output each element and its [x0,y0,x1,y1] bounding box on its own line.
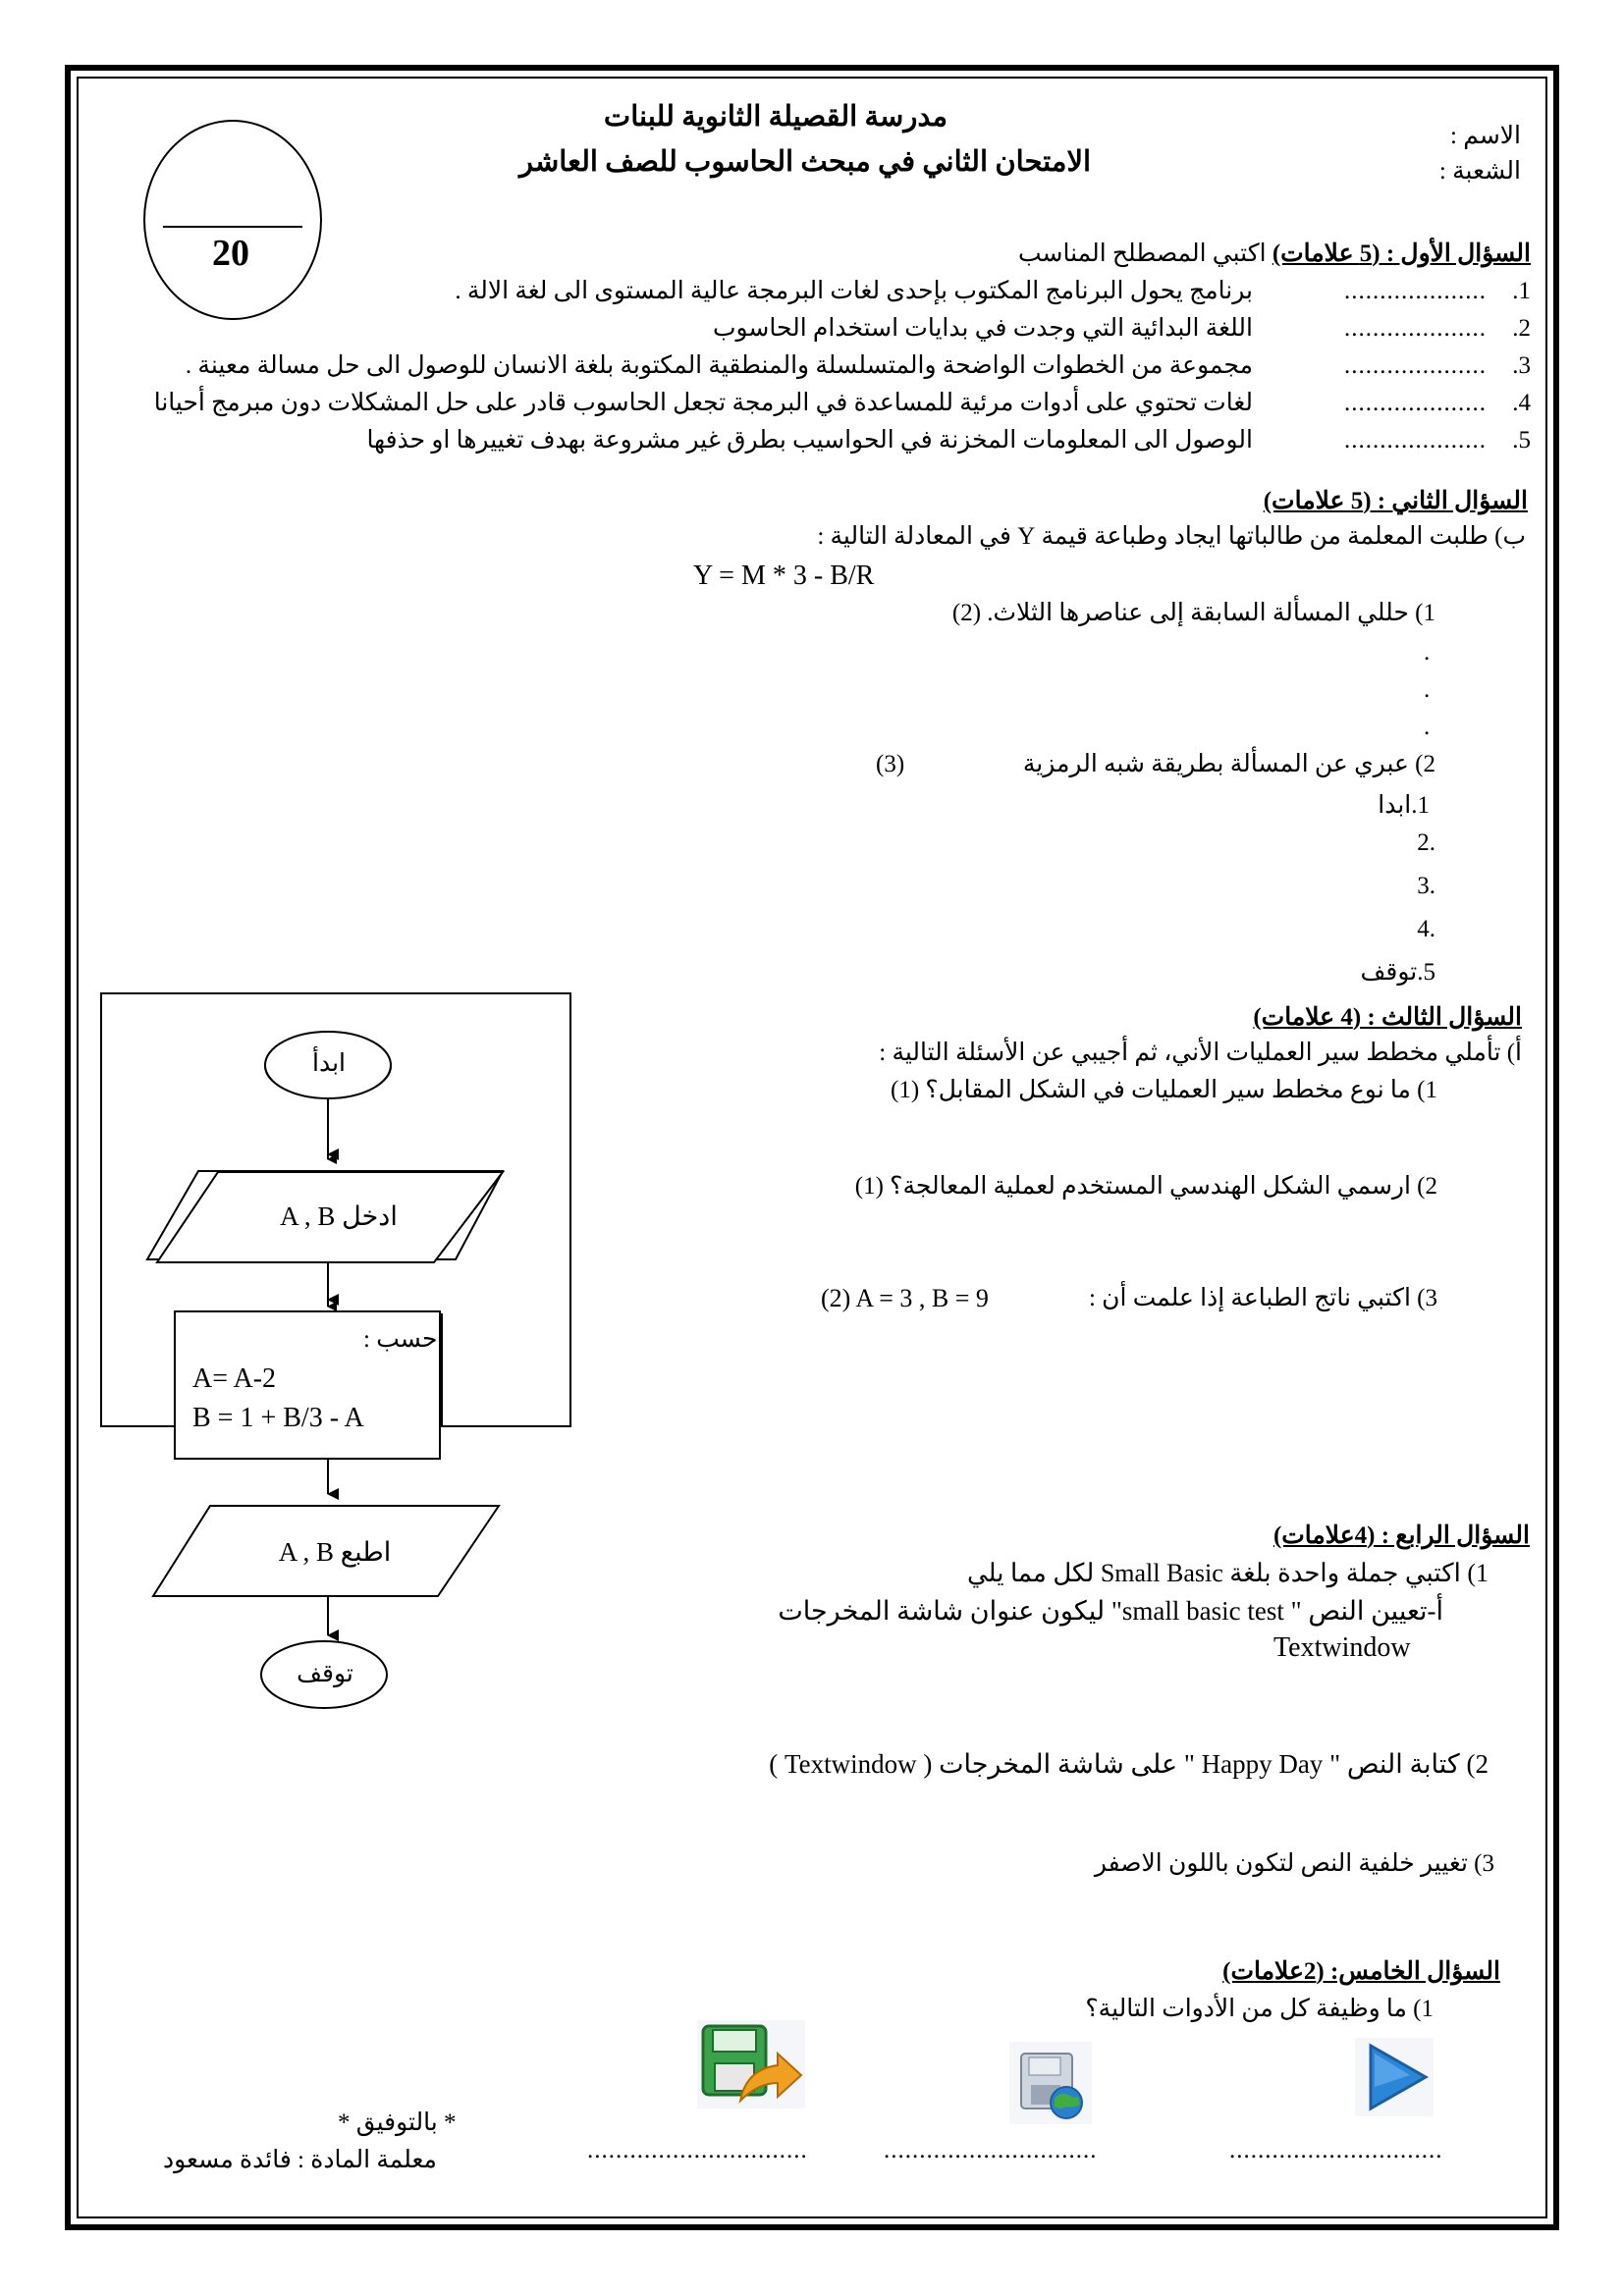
pseudo-step: 5.توقف [1360,959,1435,986]
q3-intro: أ) تأملي مخطط سير العمليات الأني، ثم أجيبي عن الأسئلة التالية : [879,1040,1522,1066]
q4-part2: 2) كتابة النص " Happy Day " على شاشة المخرجات ( Textwindow ) [769,1749,1489,1779]
answer-dot: . [1424,714,1431,740]
answer-blank: .............................. [884,2137,1098,2163]
q1-item-blank: .................... [1344,427,1487,454]
flowchart-process-line2: B = 1 + B/3 - A [192,1403,364,1433]
q5-part1: 1) ما وظيفة كل من الأدوات التالية؟ [1085,1996,1434,2022]
pseudo-step: .3 [1417,873,1435,899]
q1-item-text: لغات تحتوي على أدوات مرئية للمساعدة في البرمجة تجعل الحاسوب قادر على حل المشكلات دون مبرمج أحيانا [153,390,1253,416]
q3-part3-values: (2) A = 3 , B = 9 [821,1284,989,1312]
q4-title: السؤال الرابع : (4علامات) [1272,1522,1530,1549]
total-score: 20 [212,233,249,274]
play-run-icon [1355,2038,1434,2116]
q2-part1: 1) حللي المسألة السابقة إلى عناصرها الثلاث. (2) [951,600,1435,626]
q2-intro: ب) طلبت المعلمة من طالباتها ايجاد وطباعة قيمة Y في المعادلة التالية : [817,523,1526,550]
pseudo-step: 1.ابدا [1378,792,1430,819]
q1-item-blank: .................... [1344,390,1487,416]
q1-item-num: 3. [1512,352,1531,379]
flowchart-output-label: اطبع A , B [278,1537,392,1567]
q3-title: السؤال الثالث : (4 علامات) [1253,1004,1522,1031]
q2-part2-marks: (3) [876,751,905,777]
q1-item-num: 4. [1512,390,1531,416]
answer-dot: . [1424,676,1431,703]
q1-item-blank: .................... [1344,278,1487,304]
q2-title: السؤال الثاني : (5 علامات) [1263,488,1528,514]
q3-part2: 2) ارسمي الشكل الهندسي المستخدم لعملية المعالجة؟ (1) [854,1173,1437,1200]
pseudo-step: .4 [1417,916,1435,942]
save-as-icon [697,2020,805,2109]
q4-part1-a2: Textwindow [1273,1632,1411,1663]
q1-item-num: 1. [1512,278,1531,304]
q5-title: السؤال الخامس: (2علامات) [1222,1958,1500,1985]
q3-part3: 3) اكتبي ناتج الطباعة إذا علمت أن : [1088,1285,1437,1311]
answer-blank: .............................. [1229,2137,1443,2163]
pseudo-step: .2 [1417,829,1435,856]
q1-item-num: 2. [1512,315,1531,342]
good-luck-note: * بالتوفيق * [338,2109,457,2136]
flowchart-process-title: احسب : [363,1326,445,1353]
q4-part1: 1) اكتبي جملة واحدة بلغة Small Basic لكل مما يلي [966,1559,1489,1587]
exam-title: الامتحان الثاني في مبحث الحاسوب للصف العاشر [518,146,1092,178]
q2-equation: Y = M * 3 - B/R [693,561,875,591]
q1-item-text: اللغة البدائية التي وجدت في بدايات استخدام الحاسوب [712,315,1253,342]
name-label: الاسم : [1450,123,1521,149]
q1-item-num: 5. [1512,427,1531,454]
q1-item-text: الوصول الى المعلومات المخزنة في الحواسيب بطرق غير مشروعة بهدف تغييرها او حذفها [366,427,1253,454]
q1-instruction: اكتبي المصطلح المناسب [1017,240,1267,267]
save-to-web-icon [1009,2042,1092,2124]
flowchart-start-label: ابدأ [312,1050,346,1077]
section-label: الشعبة : [1438,158,1521,185]
q1-item-blank: .................... [1344,352,1487,379]
q2-part2: 2) عبري عن المسألة بطريقة شبه الرمزية [1022,751,1435,777]
q4-part3: 3) تغيير خلفية النص لتكون باللون الاصفر [1094,1850,1494,1877]
answer-blank: ............................... [587,2137,808,2163]
q1-item-text: مجموعة من الخطوات الواضحة والمتسلسلة والمنطقية المكتوبة بلغة الانسان للوصول الى حل مسالة معينة . [185,352,1253,379]
q1-item-text: برنامج يحول البرنامج المكتوب بإحدى لغات البرمجة عالية المستوى الى لغة الالة . [455,278,1253,304]
flowchart-end-label: توقف [297,1661,353,1687]
flowchart-process-line1: A= A-2 [192,1363,277,1394]
q1-title: السؤال الأول : (5 علامات) [1272,240,1531,267]
flowchart-input-label: ادخل A , B [280,1201,398,1231]
school-name: مدرسة القصيلة الثانوية للبنات [603,101,948,133]
q3-part1: 1) ما نوع مخطط سير العمليات في الشكل المقابل؟ (1) [891,1077,1437,1103]
q1-item-blank: .................... [1344,315,1487,342]
q4-part1-a: أ-تعيين النص " small basic test" ليكون عنوان شاشة المخرجات [778,1596,1443,1626]
answer-dot: . [1424,639,1431,666]
teacher-name: معلمة المادة : فائدة مسعود [163,2147,437,2173]
